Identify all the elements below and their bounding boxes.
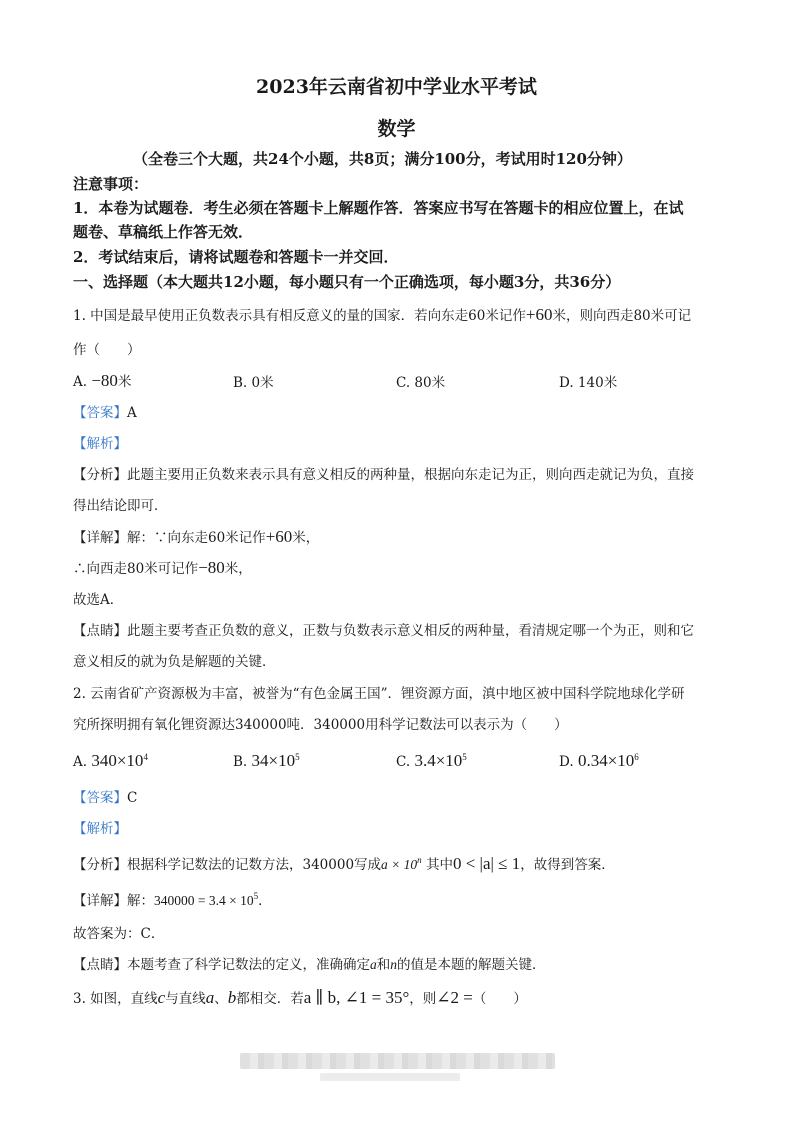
q3-stem-text-b: 与直线	[165, 991, 206, 1007]
q1-detail2-math: −80	[198, 558, 225, 577]
q1-detail-text-a: 解：∵向东走60米记作	[127, 530, 266, 546]
q1-option-d: D. 140米	[559, 375, 618, 391]
q2-detail	[73, 892, 272, 910]
q1-comment	[73, 622, 694, 640]
q3-stem-text-d: 都相交．若	[236, 991, 304, 1007]
q3-stem-text-f: （ ）	[472, 991, 527, 1007]
q1-stem-text-a: 1. 中国是最早使用正负数表示具有相反意义的量的国家．若向东走60米记作	[73, 308, 526, 324]
q1-detail-text-b: 米，	[292, 530, 320, 546]
q2-fenxi	[73, 855, 615, 874]
q2-option-c-exp: 5	[462, 752, 467, 762]
q3-var-a: a	[205, 988, 215, 1007]
q2-comment-var-n: n	[390, 957, 397, 972]
q2-comment-text-c: 的值是本题的解题关键．	[397, 957, 546, 973]
q2-option-d-math: 0.34×10	[577, 751, 635, 770]
q2-answer-value: C	[127, 790, 138, 806]
q2-fenxi-text-c: ，故得到答案．	[520, 857, 615, 873]
q2-option-c-math: 3.4×10	[414, 751, 463, 770]
q2-detail-text-b: ．	[258, 893, 272, 909]
q2-answer-tag: 【答案】	[73, 790, 127, 806]
q2-detail-tag: 【详解】	[73, 893, 127, 909]
q2-option-a-math: 340×10	[91, 751, 144, 770]
q1-answer-tag: 【答案】	[73, 405, 127, 421]
q1-analysis-tag: 【解析】	[73, 436, 127, 452]
q1-option-a-unit: 米	[117, 374, 132, 390]
q2-option-a	[73, 752, 148, 771]
q2-stem: 2. 云南省矿产资源极为丰富，被誉为“有色金属王国”．锂资源方面，滇中地区被中国科学院地球化学研	[73, 686, 685, 702]
q2-option-d	[559, 752, 639, 771]
q2-answer	[73, 789, 137, 807]
q2-comment-text-b: 和	[376, 957, 391, 973]
q1-fenxi-text: 此题主要用正负数来表示具有意义相反的两种量，根据向东走记为正，则向西走就记为负，直接	[127, 467, 694, 483]
q2-comment-var-a: a	[370, 957, 377, 972]
q2-option-b	[233, 752, 300, 771]
q1-stem	[73, 306, 691, 325]
q2-option-c-label: C.	[396, 754, 411, 770]
q2-fenxi-math2: 0 < |a| ≤ 1	[452, 854, 521, 873]
q1-detail-math: +60	[265, 527, 293, 546]
q1-fenxi	[73, 466, 694, 484]
q2-fenxi-math1: a × 10	[381, 857, 418, 872]
exam-info: （全卷三个大题，共24个小题，共8页；满分100分，考试用时120分钟）	[133, 150, 632, 168]
q2-analysis-tag: 【解析】	[73, 821, 127, 837]
q1-fenxi-tag: 【分析】	[73, 467, 127, 483]
q2-option-b-exp: 5	[295, 752, 300, 762]
q2-detail-text-a: 解：	[127, 893, 154, 909]
footer-watermark-line	[320, 1073, 460, 1081]
q2-option-c	[396, 752, 467, 771]
q2-fenxi-text-b: 其中	[425, 857, 453, 873]
q3-stem	[73, 989, 527, 1008]
exam-title: 2023年云南省初中学业水平考试	[256, 76, 537, 98]
q2-fenxi-math1-exp: n	[417, 855, 422, 865]
q1-stem-line2: 作（ ）	[73, 342, 141, 358]
q2-option-b-math: 34×10	[251, 751, 296, 770]
q2-option-b-label: B.	[233, 754, 248, 770]
q3-ask: ∠2 =	[436, 988, 473, 1007]
notice-heading: 注意事项：	[73, 175, 149, 193]
notice-item-2: 2．考试结束后，请将试题卷和答题卡一并交回．	[73, 248, 399, 266]
q2-comment-tag: 【点睛】	[73, 957, 127, 973]
q1-detail-tag: 【详解】	[73, 530, 127, 546]
q2-option-a-exp: 4	[143, 752, 148, 762]
exam-subject: 数学	[377, 118, 416, 140]
q2-fenxi-tag: 【分析】	[73, 857, 127, 873]
q1-option-a-math: −80	[91, 371, 118, 390]
section-heading: 一、选择题（本大题共12小题，每小题只有一个正确选项，每小题3分，共36分）	[73, 273, 621, 291]
notice-item-1: 1．本卷为试题卷．考生必须在答题卡上解题作答．答案应书写在答题卡的相应位置上，在试	[73, 199, 684, 217]
q1-option-a	[73, 372, 131, 391]
q1-comment-cont: 意义相反的就为负是解题的关键．	[73, 654, 276, 670]
q1-stem-text-b: 米，则向西走80米可记	[552, 308, 692, 324]
q1-option-b: B. 0米	[233, 375, 274, 391]
q2-stem-line2: 究所探明拥有氧化锂资源达340000吨．340000用科学记数法可以表示为（ ）	[73, 717, 568, 733]
q3-var-c: c	[157, 988, 166, 1007]
q2-comment	[73, 956, 546, 974]
q1-detail-2	[73, 559, 252, 578]
q2-conclusion: 故答案为：C．	[73, 926, 165, 942]
q2-fenxi-text-a: 根据科学记数法的记数方法，340000写成	[127, 857, 382, 873]
q2-comment-text-a: 本题考查了科学记数法的定义，准确确定	[127, 957, 370, 973]
q1-comment-text: 此题主要考查正负数的意义，正数与负数表示意义相反的两种量，看清规定哪一个为正，则和它	[127, 623, 694, 639]
q3-stem-text-a: 3. 如图，直线	[73, 991, 158, 1007]
q3-var-b: b	[227, 988, 237, 1007]
q3-stem-text-c: 、	[214, 991, 228, 1007]
q3-condition: a ∥ b, ∠1 = 35°	[303, 988, 410, 1007]
q3-stem-text-e: ，则	[409, 991, 437, 1007]
q1-choose: 故选A．	[73, 592, 124, 608]
q1-detail	[73, 528, 319, 547]
q2-option-a-label: A.	[73, 754, 88, 770]
q1-answer	[73, 404, 137, 422]
q1-detail2-text-b: 米，	[224, 561, 252, 577]
q2-detail-math-exp: 5	[253, 891, 259, 901]
q1-option-c: C. 80米	[396, 375, 446, 391]
notice-item-1-cont: 题卷、草稿纸上作答无效．	[73, 223, 254, 241]
q2-option-d-exp: 6	[634, 752, 639, 762]
q2-option-d-label: D.	[559, 754, 574, 770]
q1-stem-math: +60	[525, 305, 553, 324]
footer-watermark	[240, 1053, 555, 1069]
q2-detail-math: 340000 = 3.4 × 10	[154, 893, 254, 908]
q1-comment-tag: 【点睛】	[73, 623, 127, 639]
q1-answer-value: A	[127, 405, 137, 421]
q1-detail2-text-a: ∴向西走80米可记作	[73, 561, 199, 577]
q1-option-a-label: A.	[73, 374, 88, 390]
q1-fenxi-cont: 得出结论即可．	[73, 498, 168, 514]
